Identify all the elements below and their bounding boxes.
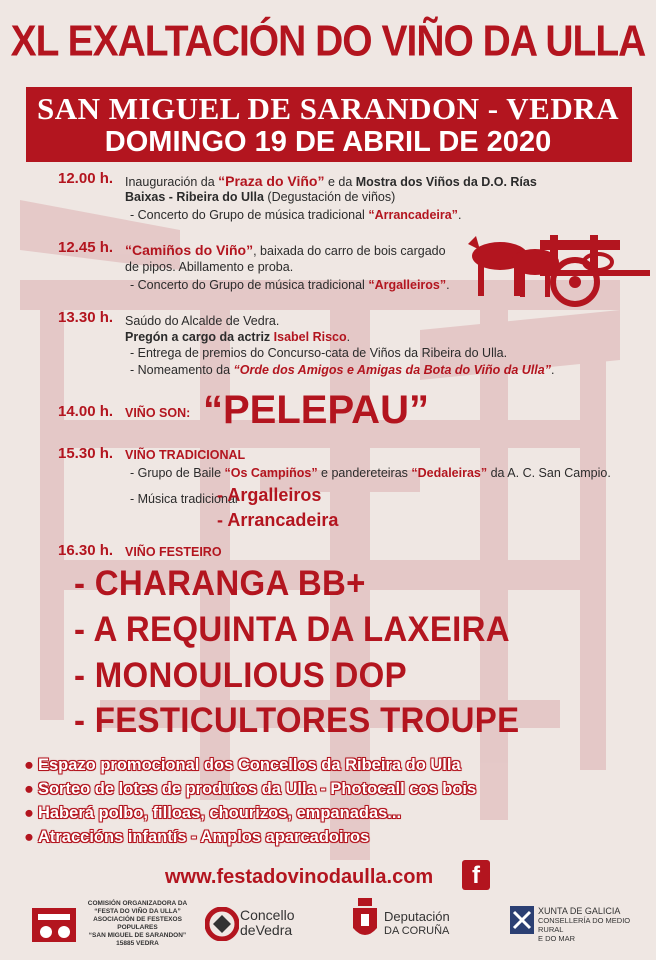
program-1330-line4: - Nomeamento da “Orde dos Amigos e Amigas da Bota do Viño da Ulla”. bbox=[130, 363, 555, 377]
act-requinta: - A REQUINTA DA LAXEIRA bbox=[74, 608, 510, 649]
extra-item: ● Haberá polbo, filloas, chourizos, empanadas... bbox=[24, 804, 402, 822]
act-festicultores: - FESTICULTORES TROUPE bbox=[74, 699, 520, 740]
time-1245: 12.45 h. bbox=[58, 239, 114, 256]
event-date: DOMINGO 19 DE ABRIL DE 2020 bbox=[104, 126, 552, 158]
program-1330-line1: Saúdo do Alcalde de Vedra. bbox=[125, 314, 280, 328]
facebook-icon[interactable]: f bbox=[462, 860, 490, 890]
extra-item: ● Espazo promocional dos Concellos da Ribeira do Ulla bbox=[24, 756, 461, 774]
organizing-committee: COMISIÓN ORGANIZADORA DA “FESTA DO VIÑO DA ULLA” ASOCIACIÓN DE FESTEXOS POPULARES “SAN MIGUEL DE SARANDON” 15885 VEDRA bbox=[87, 900, 188, 947]
act-pelepau: “PELEPAU” bbox=[203, 388, 429, 432]
extra-item: ● Sorteo de lotes de produtos da Ulla - Photocall cos bois bbox=[24, 780, 477, 798]
program-1330-line3: - Entrega de premios do Concurso-cata de Viños da Ribeira do Ulla. bbox=[130, 346, 508, 360]
time-1530: 15.30 h. bbox=[58, 445, 114, 462]
act-arrancadeira: - Arrancadeira bbox=[217, 510, 339, 530]
vino-festeiro-label: VIÑO FESTEIRO bbox=[125, 545, 222, 559]
program-1200-line2: Baixas - Ribeira do Ulla (Degustación de viños) bbox=[125, 190, 396, 204]
time-1200: 12.00 h. bbox=[58, 170, 114, 187]
website-link[interactable]: www.festadovinodaulla.com bbox=[165, 866, 434, 888]
xunta-logo-icon bbox=[510, 906, 534, 934]
program-1530-line1: - Grupo de Baile “Os Campiños” e pandereteiras “Dedaleiras” da A. C. San Campio. bbox=[130, 466, 611, 480]
concello-vedra-text: Concello deVedra bbox=[240, 907, 295, 938]
act-monoulious: - MONOULIOUS DOP bbox=[74, 654, 407, 695]
time-1630: 16.30 h. bbox=[58, 542, 114, 559]
xunta-text: XUNTA DE GALICIA CONSELLERÍA DO MEDIO RURAL E DO MAR bbox=[538, 906, 631, 943]
time-1400: 14.00 h. bbox=[58, 403, 114, 420]
deputacion-crest-icon bbox=[350, 898, 380, 942]
time-1330: 13.30 h. bbox=[58, 309, 114, 326]
vino-son-label: VIÑO SON: bbox=[125, 406, 191, 420]
program-1530-line2: - Música tradicional bbox=[130, 492, 238, 506]
program-1245-line2: de pipos. Abillamento e proba. bbox=[125, 260, 294, 274]
act-argalleiros: - Argalleiros bbox=[217, 485, 322, 505]
program-1330-line2: Pregón a cargo da actriz Isabel Risco. bbox=[125, 330, 351, 344]
program-1200-line1: Inauguración da “Praza do Viño” e da Mostra dos Viños da D.O. Rías bbox=[125, 173, 537, 189]
program-1245-line3: - Concerto do Grupo de música tradicional “Argalleiros”. bbox=[130, 278, 450, 292]
program-1245-line1: “Camiños do Viño”, baixada do carro de bois cargado bbox=[125, 242, 446, 258]
vino-tradicional-label: VIÑO TRADICIONAL bbox=[125, 448, 246, 462]
wine-cart-logo bbox=[30, 902, 80, 946]
event-location: SAN MIGUEL DE SARANDON - VEDRA bbox=[37, 91, 619, 126]
deputacion-text: Deputación DA CORUÑA bbox=[384, 909, 450, 937]
program-1200-line3: - Concerto do Grupo de música tradicional “Arrancadeira”. bbox=[130, 208, 462, 222]
concello-vedra-logo-icon bbox=[205, 907, 239, 941]
extra-item: ● Atraccións infantís - Amplos aparcadoiros bbox=[24, 828, 370, 846]
event-title: XL EXALTACIÓN DO VIÑO DA ULLA bbox=[10, 17, 646, 66]
act-charanga: - CHARANGA BB+ bbox=[74, 562, 366, 603]
